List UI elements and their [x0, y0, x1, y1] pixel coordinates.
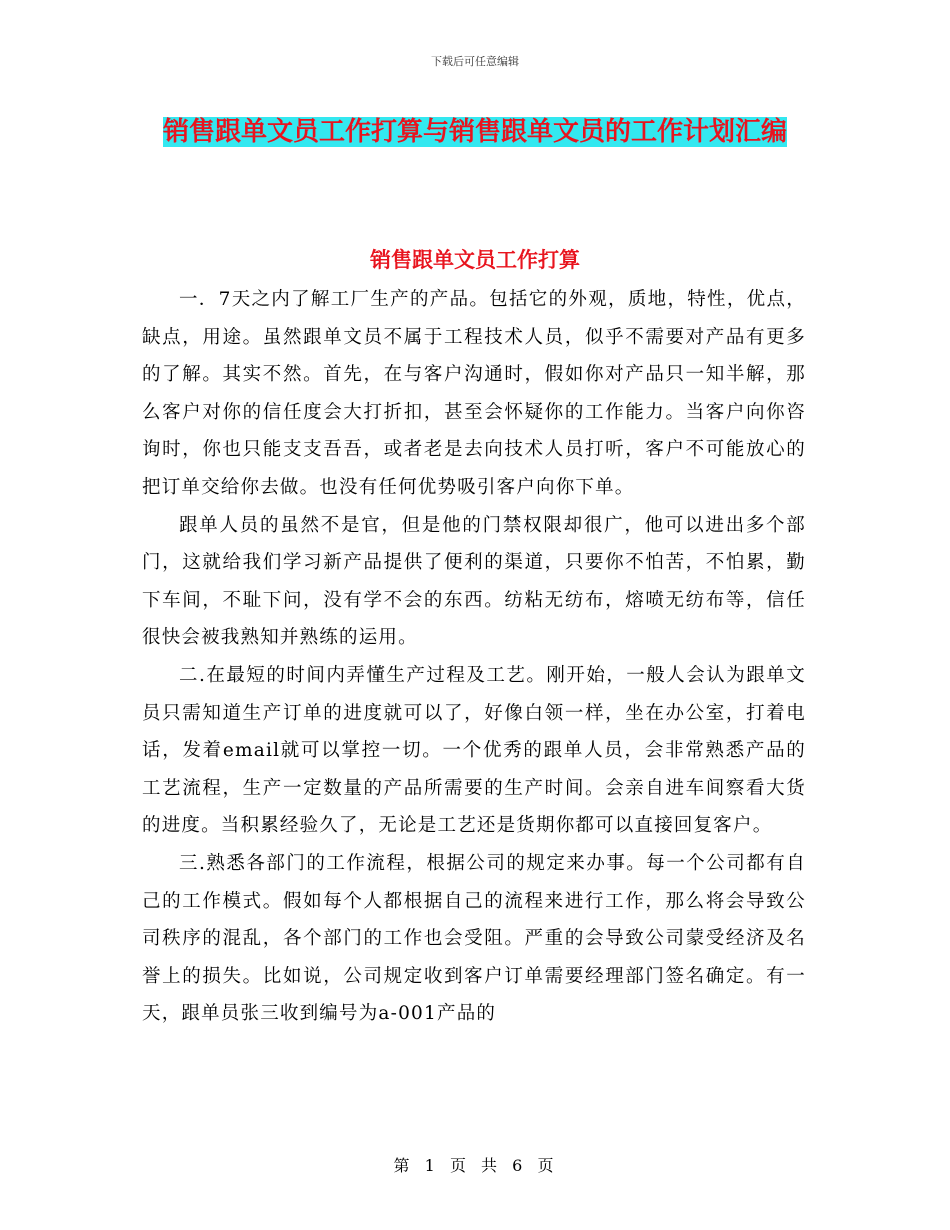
document-body — [142, 281, 806, 1033]
section-title: 销售跟单文员工作打算 — [370, 248, 580, 272]
footer-label-page: 第 — [393, 1156, 413, 1175]
total-pages: 6 — [512, 1156, 526, 1175]
current-page-number: 1 — [424, 1156, 438, 1175]
page-header-note: 下载后可任意编辑 — [431, 55, 519, 68]
footer-label-total: 共 — [481, 1156, 501, 1175]
document-title-text: 销售跟单文员工作打算与销售跟单文员的工作计划汇编 — [162, 117, 787, 147]
footer-label-ye: 页 — [449, 1156, 469, 1175]
document-title — [140, 108, 810, 157]
paragraph: 跟单人员的虽然不是官，但是他的门禁权限却很广，他可以进出多个部门，这就给我们学习新产品提供了便利的渠道，只要你不怕苦，不怕累，勤下车间，不耻下问，没有学不会的东西。纺粘无纺布，熔喷无纺布等，信任很快会被我熟知并熟练的运用。 — [142, 514, 806, 649]
paragraph: 一．7天之内了解工厂生产的产品。包括它的外观，质地，特性，优点，缺点，用途。虽然跟单文员不属于工程技术人员，似乎不需要对产品有更多的了解。其实不然。首先，在与客户沟通时，假如你对产品只一知半解，那么客户对你的信任度会大打折扣，甚至会怀疑你的工作能力。当客户向你咨询时，你也只能支支吾吾，或者老是去向技术人员打听，客户不可能放心的把订单交给你去做。也没有任何优势吸引客户向你下单。 — [142, 289, 806, 498]
page-footer — [0, 1153, 950, 1176]
footer-label-ye2: 页 — [537, 1156, 557, 1175]
paragraph: 二.在最短的时间内弄懂生产过程及工艺。刚开始，一般人会认为跟单文员只需知道生产订单的进度就可以了，好像白领一样，坐在办公室，打着电话，发着email就可以掌控一切。一个优秀的跟单人员，会非常熟悉产品的工艺流程，生产一定数量的产品所需要的生产时间。会亲自进车间察看大货的进度。当积累经验久了，无论是工艺还是货期你都可以直接回复客户。 — [142, 664, 806, 837]
paragraph: 三.熟悉各部门的工作流程，根据公司的规定来办事。每一个公司都有自己的工作模式。假如每个人都根据自己的流程来进行工作，那么将会导致公司秩序的混乱，各个部门的工作也会受阻。严重的会导致公司蒙受经济及名誉上的损失。比如说，公司规定收到客户订单需要经理部门签名确定。有一天，跟单员张三收到编号为a-001产品的 — [142, 852, 806, 1025]
